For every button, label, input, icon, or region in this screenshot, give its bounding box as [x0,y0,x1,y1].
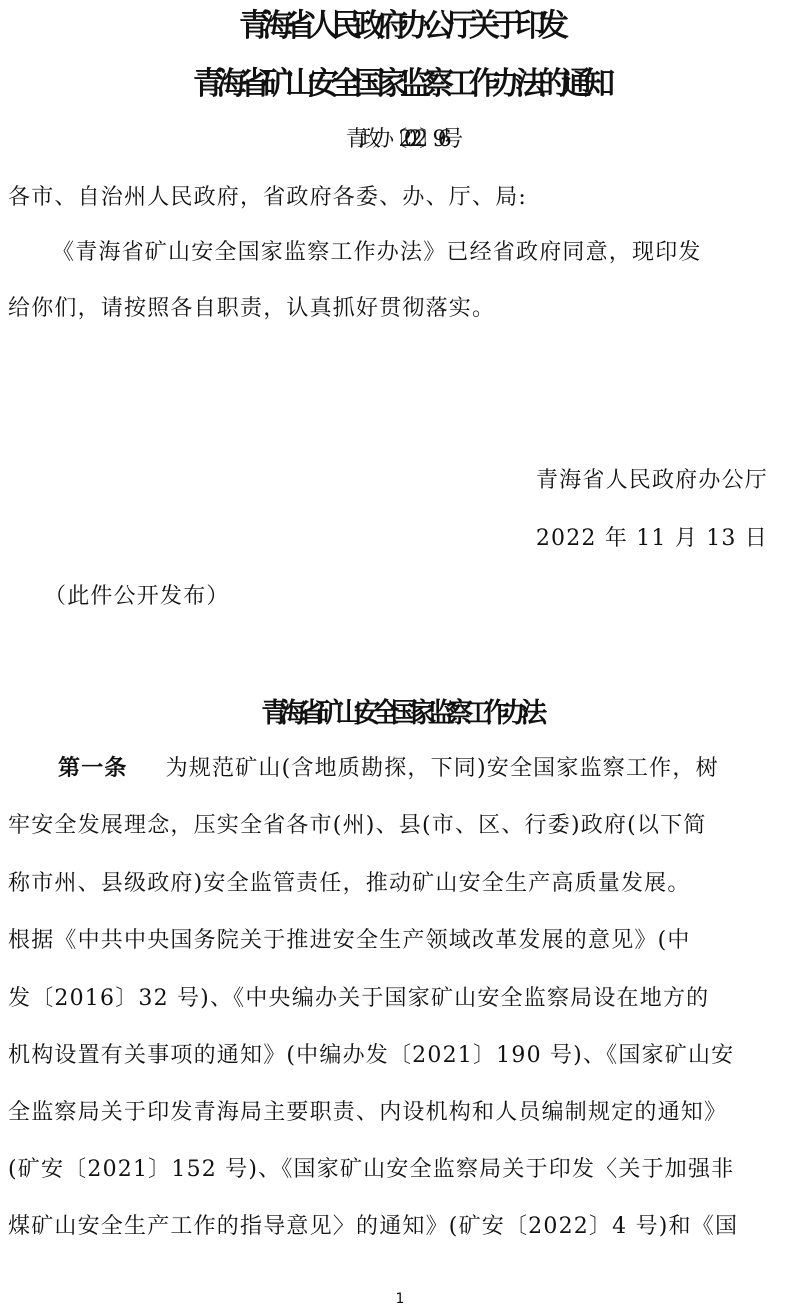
article-1-line: 发〔2016〕32 号)、《中央编办关于国家矿山安全监察局设在地方的 [8,986,710,1011]
measures-title: 青海省矿山安全国家监察工作办法 [261,698,539,729]
article-1-line: 全监察局关于印发青海局主要职责、内设机构和人员编制规定的通知》 [8,1100,728,1125]
article-1-line: 牢安全发展理念，压实全省各市(州)、县(市、区、行委)政府(以下简 [8,813,707,838]
article-1-first-line [58,753,719,784]
document-number: 青政办〔2022〕96 号 [345,127,455,152]
article-1-line: (矿安〔2021〕152 号)、《国家矿山安全监察局关于印发〈关于加强非 [8,1157,735,1182]
notice-title-line2: 青海省矿山安全国家监察工作办法的通知 [193,66,607,102]
page-number: 1 [395,1291,405,1307]
notice-body-line1: 《青海省矿山安全国家监察工作办法》已经省政府同意，现印发 [52,240,702,265]
issue-date: 2022 年 11 月 13 日 [535,526,768,551]
publication-note: （此件公开发布） [44,584,230,609]
article-1-label: 第一条 [58,755,128,781]
notice-body-line2: 给你们，请按照各自职责，认真抓好贯彻落实。 [8,296,496,321]
addressee: 各市、自治州人民政府，省政府各委、办、厅、局: [8,185,528,210]
notice-title-line1: 青海省人民政府办公厅关于印发 [239,8,561,44]
article-1-line: 煤矿山安全生产工作的指导意见〉的通知》(矿安〔2022〕4 号)和《国 [8,1214,739,1239]
article-1-line: 机构设置有关事项的通知》(中编办发〔2021〕190 号)、《国家矿山安 [8,1043,735,1068]
issuer: 青海省人民政府办公厅 [535,468,768,493]
article-1-line: 根据《中共中央国务院关于推进安全生产领域改革发展的意见》(中 [8,928,691,953]
article-1-text: 为规范矿山(含地质勘探，下同)安全国家监察工作，树 [165,756,719,781]
article-1-line: 称市州、县级政府)安全监管责任，推动矿山安全生产高质量发展。 [8,871,691,896]
